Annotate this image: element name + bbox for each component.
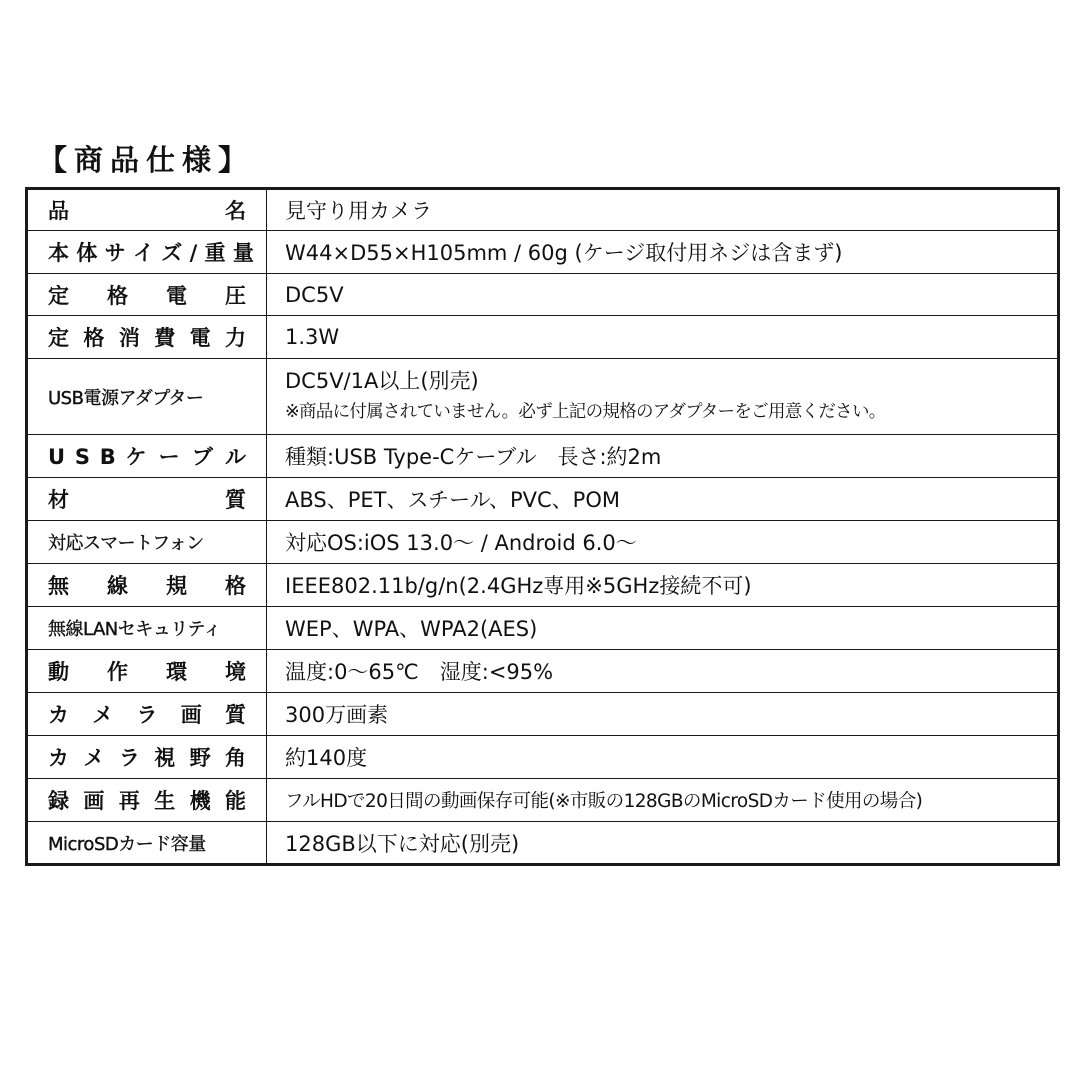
spec-table — [25, 187, 1060, 866]
row-label-text: カ メ ラ 画 質 — [48, 703, 246, 727]
table-row — [27, 822, 1059, 865]
row-value: 温度:0～65℃ 湿度:<95% — [267, 650, 1059, 693]
row-label-text: MicroSDカード容量 — [48, 833, 206, 855]
row-label — [27, 736, 267, 779]
table-row — [27, 316, 1059, 359]
row-label-text: 材 質 — [48, 488, 246, 512]
row-value: DC5V — [267, 274, 1059, 316]
row-label — [27, 650, 267, 693]
row-value: IEEE802.11b/g/n(2.4GHz専用※5GHz接続不可) — [267, 564, 1059, 607]
row-label-text: 無 線 規 格 — [48, 574, 246, 598]
row-value-note: ※商品に付属されていません。必ず上記の規格のアダプターをご用意ください。 — [285, 401, 886, 422]
row-label-text: 定 格 電 圧 — [48, 283, 246, 308]
row-label-text: U S B ケ ー ブ ル — [48, 445, 247, 469]
row-label-text: USB電源アダプター — [48, 387, 204, 409]
table-row — [27, 478, 1059, 521]
row-value: 対応OS:iOS 13.0～ / Android 6.0～ — [267, 521, 1059, 564]
table-row — [27, 650, 1059, 693]
table-row — [27, 693, 1059, 736]
table-row — [27, 779, 1059, 822]
row-label — [27, 607, 267, 650]
table-row — [27, 564, 1059, 607]
row-label — [27, 274, 267, 316]
row-label — [27, 693, 267, 736]
row-label — [27, 316, 267, 359]
table-row — [27, 435, 1059, 478]
row-label-text: 本 体 サ イ ズ / 重 量 — [48, 241, 254, 265]
row-label-text: 無線LANセキュリティ — [48, 619, 221, 640]
row-label-text: 録 画 再 生 機 能 — [48, 789, 247, 813]
row-label — [27, 564, 267, 607]
row-label-text: 対応スマートフォン — [48, 533, 204, 554]
table-row — [27, 607, 1059, 650]
page-title: 【商品仕様】 — [38, 143, 255, 177]
row-label-text: 定 格 消 費 電 力 — [48, 326, 247, 350]
row-label — [27, 231, 267, 274]
row-value: 1.3W — [267, 316, 1059, 359]
row-value: WEP、WPA、WPA2(AES) — [267, 607, 1059, 650]
row-value: 128GB以下に対応(別売) — [267, 822, 1059, 865]
row-value: ABS、PET、スチール、PVC、POM — [267, 478, 1059, 521]
row-value: フルHDで20日間の動画保存可能(※市販の128GBのMicroSDカード使用の場合) — [267, 779, 1059, 822]
row-label-text: 品 名 — [48, 199, 246, 223]
row-value-text: DC5V/1A以上(別売) — [285, 368, 479, 393]
table-row — [27, 736, 1059, 779]
row-value — [267, 359, 1059, 435]
row-value: 300万画素 — [267, 693, 1059, 736]
row-value: W44×D55×H105mm / 60g (ケージ取付用ネジは含まず) — [267, 231, 1059, 274]
row-label-text: 動 作 環 境 — [48, 660, 246, 684]
table-row — [27, 359, 1059, 435]
row-label — [27, 189, 267, 231]
row-label — [27, 779, 267, 822]
table-row — [27, 231, 1059, 274]
row-label — [27, 435, 267, 478]
table-row — [27, 274, 1059, 316]
row-label — [27, 521, 267, 564]
row-value: 見守り用カメラ — [267, 189, 1059, 231]
row-label — [27, 478, 267, 521]
row-label — [27, 359, 267, 435]
table-row — [27, 521, 1059, 564]
row-label — [27, 822, 267, 865]
row-value: 種類:USB Type-Cケーブル 長さ:約2m — [267, 435, 1059, 478]
row-label-text: カ メ ラ 視 野 角 — [48, 746, 247, 770]
table-row — [27, 189, 1059, 231]
row-value: 約140度 — [267, 736, 1059, 779]
